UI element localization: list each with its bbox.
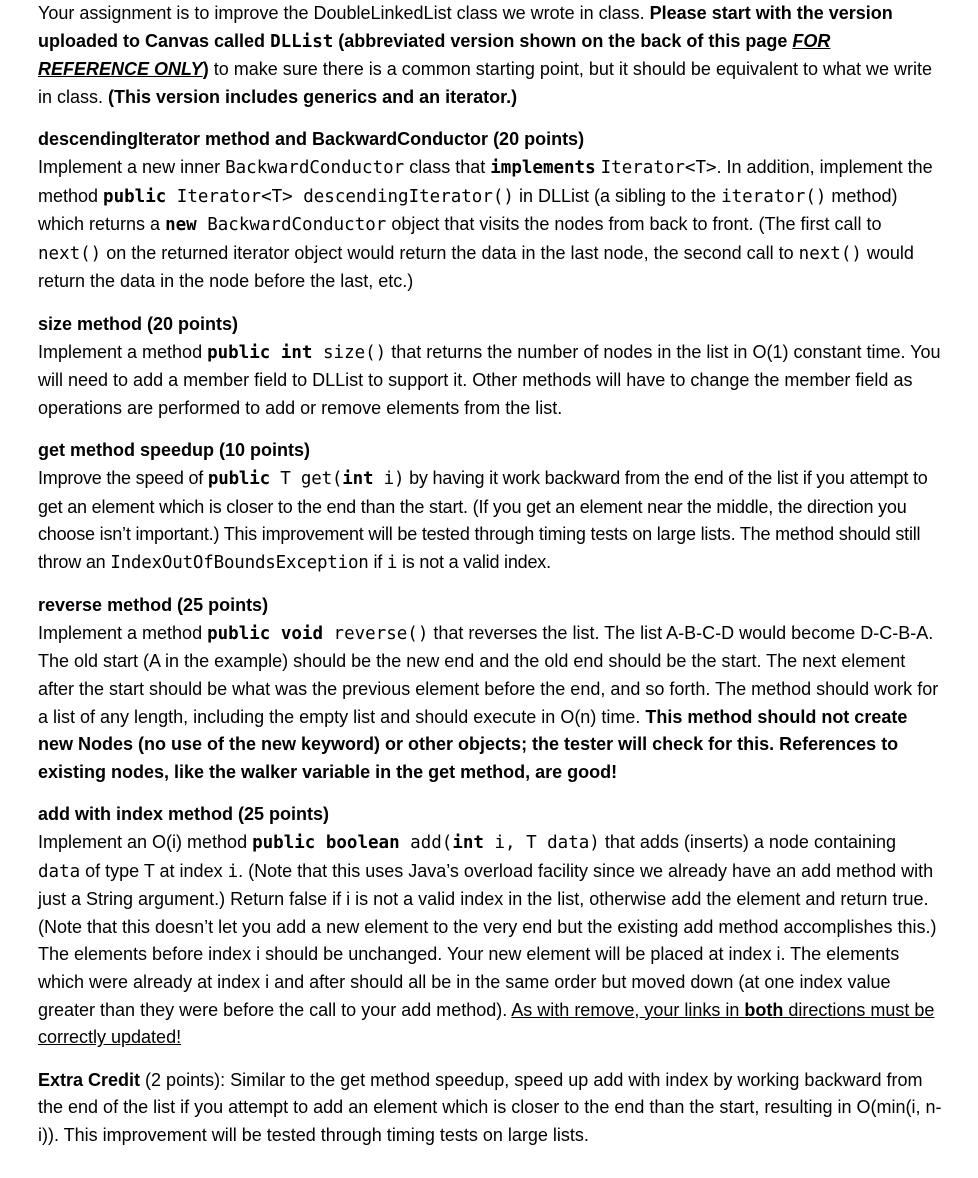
reverse-warning: This method should not create new Nodes (no use of the new keyword) or other objects; the tester will check for this. References to existing nodes, like the walker variable in the get method, are good! [38, 706, 908, 782]
section-body: Implement a new inner BackwardConductor class that implements Iterator<T>. In addition, implement the method public Iterator<T> descendingIterator() in DLList (a sibling to the iterator() method) which returns a new BackwardConductor object that visits the nodes from back to front. (The first call to next() on the returned iterator object would return the data in the last node, the second call to next() would return the data in the node before the last, etc.) [38, 156, 933, 292]
section-size [38, 311, 942, 422]
intro-bold-generics: (This version includes generics and an iterator.) [108, 86, 518, 107]
section-heading: reverse method (25 points) [38, 595, 269, 616]
intro-text: Your assignment is to improve the DoubleLinkedList class we wrote in class. [38, 3, 650, 23]
section-body: Implement a method public int size() that returns the number of nodes in the list in O(1) constant time. You will need to add a member field to DLList to support it. Other methods will have to change the member field as operations are performed to add or remove elements from the list. [38, 341, 941, 418]
links-warning: As with remove, your links in both directions must be correctly updated! [38, 999, 935, 1048]
section-body: Implement a method public void reverse() that reverses the list. The list A-B-C-D would become D-C-B-A. The old start (A in the example) should be the new end and the old end should be the start. The next element after the start should be what was the previous element before the end, and so forth. The method should work for a list of any length, including the empty list and should execute in O(n) time. This method should not create new Nodes (no use of the new keyword) or other objects; the tester will check for this. References to existing nodes, like the walker variable in the get method, are good! [38, 622, 939, 782]
extra-credit-label: Extra Credit [38, 1069, 141, 1090]
section-add-with-index [38, 801, 942, 1051]
section-reverse [38, 592, 942, 786]
section-body: Improve the speed of public T get(int i) by having it work backward from the end of the list if you attempt to get an element which is closer to the end than the start. (If you get an element near the middle, the direction you choose isn’t important.) This improvement will be tested through timing tests on large lists. The method should still throw an IndexOutOfBoundsException if i is not a valid index. [38, 467, 928, 573]
section-heading: get method speedup (10 points) [38, 440, 311, 461]
section-get-speedup [38, 437, 942, 577]
intro-paragraph [38, 0, 942, 111]
dllist-code: DLList [270, 31, 334, 52]
section-heading: size method (20 points) [38, 313, 239, 334]
assignment-document [38, 0, 942, 1150]
section-heading: descendingIterator method and BackwardConductor (20 points) [38, 129, 585, 150]
for-reference-only: FOR REFERENCE ONLY [38, 30, 831, 80]
section-heading: add with index method (25 points) [38, 804, 330, 825]
intro-text-2: to make sure there is a common starting point, but it should be equivalent to what we write in class. [38, 59, 933, 107]
section-descending-iterator [38, 126, 942, 296]
section-body: Implement an O(i) method public boolean add(int i, T data) that adds (inserts) a node containing data of type T at index i. (Note that this uses Java’s overload facility since we already have an add method with just a String argument.) Return false if i is not a valid index in the list, otherwise add the element and return true. (Note that this doesn’t let you add a new element to the very end but the existing add method accomplishes this.) The elements before index i should be unchanged. Your new element will be placed at index i. The elements which were already at index i and after should all be in the same order but moved down (at one index value greater than they were before the call to your add method). As with remove, your links in both directions must be correctly updated! [38, 832, 937, 1048]
section-body: Extra Credit (2 points): Similar to the get method speedup, speed up add with index by working backward from the end of the list if you attempt to add an element which is closer to the end than the start, resulting in O(min(i, n-i)). This improvement will be tested through timing tests on large lists. [38, 1069, 942, 1145]
section-extra-credit [38, 1067, 942, 1150]
intro-bold-start: Please start with the version uploaded to Canvas called DLList (abbreviated version shown on the back of this page FOR REFERENCE ONLY) [38, 3, 893, 80]
